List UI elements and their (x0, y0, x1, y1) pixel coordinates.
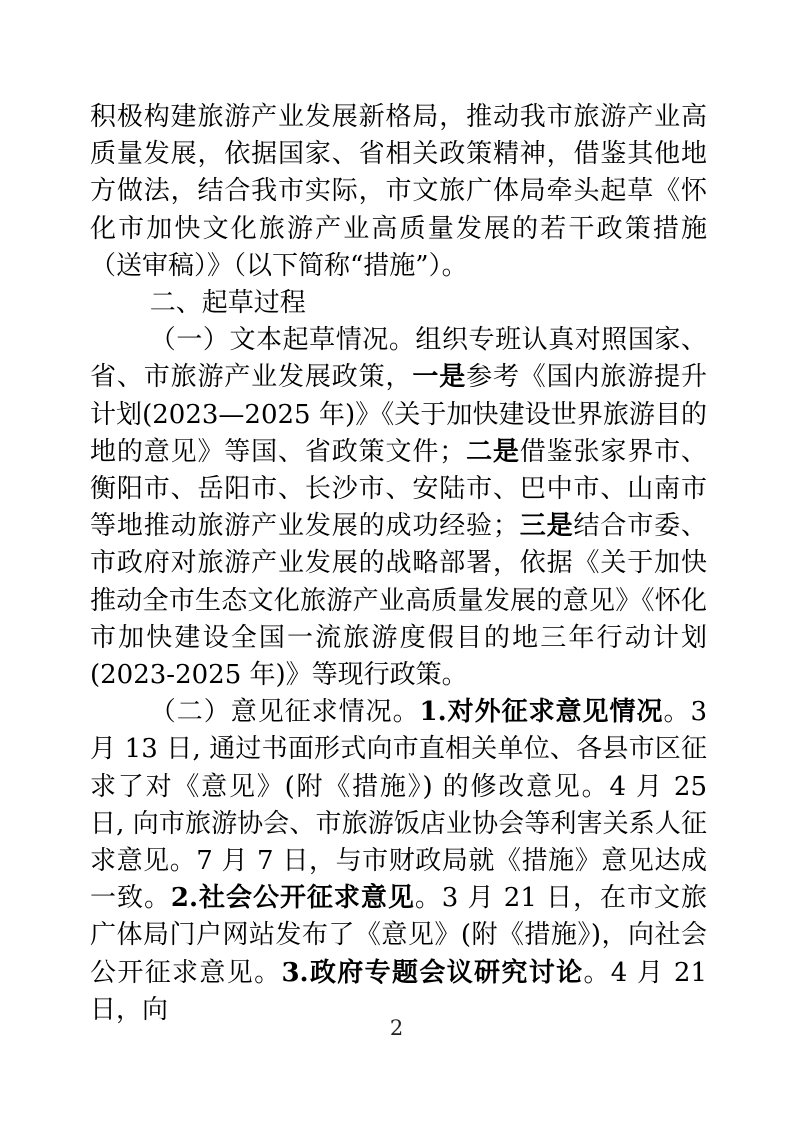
text-run: 积极构建旅游产业发展新格局，推动我市旅游产业高质量发展，依据国家、省相关政策精神，借鉴其他地方做法，结合我市实际，市文旅广体局牵头起草《怀化市加快文化旅游产业高质量发展的若干政策措施（送审稿）》（以下简称“措施”）。 (90, 102, 707, 281)
paragraph (90, 99, 707, 285)
page-number: 2 (389, 1016, 404, 1040)
paragraph (90, 285, 707, 322)
text-run: 。3 月 21 日，在市文旅广体局门户网站发布了《意见》(附《措施》)，向社会公开征求意见。 (90, 883, 707, 988)
emphasis-text-run: 一是 (412, 362, 467, 393)
text-run: 借鉴张家界市、衡阳市、岳阳市、长沙市、安陆市、巴中市、山南市等地推动旅游产业发展的成功经验； (90, 436, 707, 542)
text-run: （一）文本起草情况。组织专班认真对照国家、省、市旅游产业发展政策， (90, 325, 707, 393)
paragraph (90, 694, 707, 1029)
document-body (90, 99, 707, 1029)
text-run: 。4 月 21 日，向 (90, 957, 707, 1025)
text-run: 结合市委、市政府对旅游产业发展的战略部署，依据《关于加快推动全市生态文化旅游产业高质量发展的意见》《怀化市加快建设全国一流旅游度假目的地三年行动计划(2023-2025 年)》等现行政策。 (90, 511, 707, 691)
emphasis-text-run: 3.政府专题会议研究讨论 (281, 957, 584, 988)
emphasis-text-run: 1.对外征求意见情况 (419, 697, 664, 728)
text-run: 。3 月 13 日, 通过书面形式向市直相关单位、各县市区征求了对《意见》(附《措施》) 的修改意见。4 月 25 日, 向市旅游协会、市旅游饭店业协会等利害关系人征求意见。7 月 7 日，与市财政局就《措施》意见达成一致。 (90, 697, 707, 914)
text-run: 参考《国内旅游提升计划(2023—2025 年)》《关于加快建设世界旅游目的地的意见》等国、省政策文件； (90, 362, 707, 467)
text-run: 二、起草过程 (149, 288, 306, 319)
emphasis-text-run: 三是 (518, 511, 574, 542)
emphasis-text-run: 二是 (465, 436, 520, 467)
emphasis-text-run: 2.社会公开征求意见 (170, 883, 415, 914)
paragraph (90, 322, 707, 694)
text-run: （二）意见征求情况。 (149, 697, 420, 728)
